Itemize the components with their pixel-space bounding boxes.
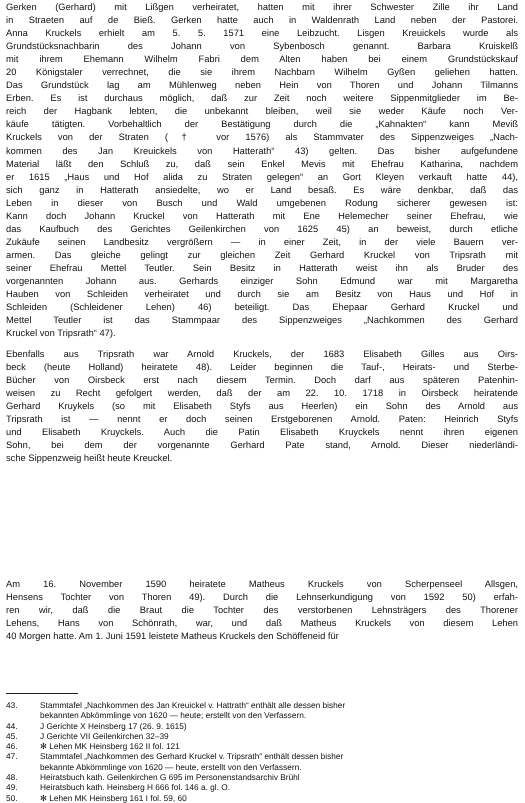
text-line: Material läßt den Schluß zu, daß sein Enkel Mevis mit Ehefrau Katharina, nachdem [6,158,518,169]
text-line: das Kaufbuch des Gerichtes Geilenkirchen von 1625 45) an beweist, durch etliche [6,223,518,234]
footnote-text: Heiratsbuch kath. Geilenkirchen G 695 im Personenstandsarchiv Brühl [40,772,300,783]
text-line: 40 Morgen hatte. Am 1. Juni 1591 leistete Matheus Kruckels den Schöffeneid für [6,631,339,642]
text-line: Ebenfalls aus Tripsrath war Arnold Kruckels, der 1683 Elisabeth Gilles aus Oirs- [6,349,518,359]
footnotes [6,700,518,803]
footnote-number: 47. [6,751,18,762]
text-line: Gerhard Kruykels (so mit Elisabeth Styfs aus Heerlen) ein Sohn des Arnold aus [6,401,518,412]
text-line: Kruckel von Tripsrath“ 47). [6,328,116,339]
footnote-text: ✻ Lehen MK Heinsberg 161 I fol. 59, 60 [40,792,187,803]
footnote-line [6,710,518,720]
text-line: Schleiden (Schleidener Lehen) 46) beteiligt. Das Ehepaar Gerhard Kruckel und [6,302,518,313]
text-line: käufe tätigten. Vorbehaltlich der Bestätigung durch die „Kahnakten“ kann Meviß [6,119,518,130]
footnote-text: J Gerichte X Heinsberg 17 (26. 9. 1615) [40,720,187,731]
footnote-line [6,762,518,772]
text-line: Am 16. November 1590 heiratete Matheus Kruckels von Scherpenseel Allsgen, [6,579,518,589]
footnote-separator [6,693,78,694]
footnote-number: 48. [6,772,18,783]
text-line: ren wir, daß die Braut die Tochter des verstorbenen Lehnsträgers des Thorener [6,605,518,616]
paragraph-2 [6,348,518,465]
text-line: Leben in dieser von Busch und Wald umgebenen Rodung sicherer gewesen ist: [6,197,518,208]
footnote-text: bekannte Abkömmlinge von 1620 — heute, erstellt von den Verfassern. [40,761,302,772]
text-line: er 1615 „Haus und Hof alida zu Straten gelegen“ an Gort Kleyen verkauft hatte 44), [6,171,518,182]
footnote-text: Stammtafel „Nachkommen des Gerhard Kruckel v. Tripsrath“ enthält dessen bisher [40,751,344,762]
text-line: weisen zu Recht gefolgert werden, daß der am 22. 10. 1718 in Oirsbeck heiratende [6,388,518,399]
text-line: beck (heute Holland) heiratete 48). Leider beginnen die Tauf-, Heirats- und Sterbe- [6,362,518,373]
text-line: Hensens Tochter von Thoren 49). Durch die Lehnserkundigung von 1592 50) erfah- [6,592,518,603]
footnote-number: 45. [6,730,18,741]
text-line: seiner Ehefrau Mettel Teutler. Sein Besitz in Hatterath weist ihn als Bruder des [6,262,518,273]
text-line: vorgenannten Johann aus. Gerhards einziger Sohn Edmund war mit Margaretha [6,275,518,286]
text-line: Erben. Es ist durchaus möglich, daß zur Zeit noch weitere Sippenmitglieder im Be- [6,93,518,104]
footnote-text: Heiratsbuch kath. Heinsberg H 666 fol. 146 a. gl. O. [40,782,231,793]
text-line: 20 Königstaler verrechnet, die sie ihrem Nachbarn Wilhelm Gyßen geliehen hatten. [6,67,518,78]
text-line: mit ihrem Ehemann Wilhelm Fabri dem Alten haben bei einem Grundstückskauf [6,54,518,65]
footnote-number: 50. [6,792,18,803]
text-line: armen. Das gleiche gelingt zur gleichen Zeit Gerhard Kruckel von Tripsrath mit [6,249,518,260]
footnote-line [6,751,518,761]
text-line: Mettel Teutler ist das Stammpaar des Sippenzweiges „Nachkommen des Gerhard [6,315,518,326]
footnote-line [6,700,518,710]
footnote-text: ✻ Lehen MK Heinsberg 162 II fol. 121 [40,741,180,752]
text-line: Gerken (Gerhard) mit Lißgen verheiratet, hatten mit ihrer Schwester Zille ihr Land [6,2,518,12]
text-line: Das Grundstück lag am Mühlenweg neben Hein von Thoren und Johann Tilmanns [6,80,518,91]
footnote-number: 46. [6,741,18,752]
text-line: Kruckels von der Straten († vor 1576) als Stammvater des Sippenzweiges „Nach- [6,132,518,143]
text-line: Tripsrath ist — nennt er doch seinen Erstgeborenen Arnold. Paten: Heinrich Styfs [6,414,518,425]
text-line: sche Sippenzweig heißt heute Kreuckel. [6,453,173,464]
text-line: Grundstücksnachbarin des Johann von Sybenbosch genannt. Barbara Kruiskelß [6,41,518,52]
text-line: Anna Kruckels erhielt am 5. 5. 1571 eine Leibzucht. Lisgen Kreuickels wurde als [6,28,518,39]
footnote-text: J Gerichte VII Geilenkirchen 32–39 [40,730,169,741]
footnote-number: 43. [6,700,18,710]
text-line: kommen des Jan Kreuickels von Hatterath“ 43) gelten. Das bisher aufgefundene [6,145,518,156]
footnote-line [6,731,518,741]
footnote-line [6,782,518,792]
footnote-text: bekannten Abkömmlinge von 1620 — heute; erstellt von den Verfassern. [40,710,307,721]
text-line: Zukäufe seinen Landbesitz vergrößern — in einer Zeit, in der viele Bauern ver- [6,236,518,247]
paragraph-3 [6,578,518,643]
paragraph-1 [6,1,518,340]
text-line: sich ganz in Hatterath ansiedelte, wo er Land besaß. Es wäre denkbar, daß das [6,184,518,195]
footnote-line [6,793,518,803]
footnote-line [6,721,518,731]
footnote-text: Stammtafel „Nachkommen des Jan Kreuickel v. Hattrath“ enthält alle dessen bisher [40,700,346,710]
text-line: und Elisabeth Kruyckels. Auch die Patin Elisabeth Kruyckels nennt ihren eigenen [6,427,518,438]
text-line: reich der Hagbank lebten, die unbekannt bleiben, weil sie weder Käufe noch Ver- [6,106,518,117]
text-line: Sohn, bei dem der vorgenannte Gerhard Pate stand, Arnold. Dieser niederländi- [6,440,518,451]
footnote-line [6,741,518,751]
text-line: Hauben von Schleiden verheiratet und durch sie am Besitz von Haus und Hof in [6,289,518,300]
footnote-number: 49. [6,782,18,793]
text-line: Kann doch Johann Kruckel von Hatterath mit Ene Helemecher seiner Ehefrau, wie [6,210,518,221]
text-line: in Straeten auf de Bieß. Gerken hatte auch in Waldenrath Land neben der Pastorei. [6,15,518,26]
text-line: Bücher von Oirsbeck erst nach diesem Termin. Doch darf aus späteren Patenhin- [6,375,518,386]
text-line: Lehens, Hans von Schönrath, war, und daß Matheus Kruckels von diesem Lehen [6,618,518,629]
footnote-number: 44. [6,720,18,731]
